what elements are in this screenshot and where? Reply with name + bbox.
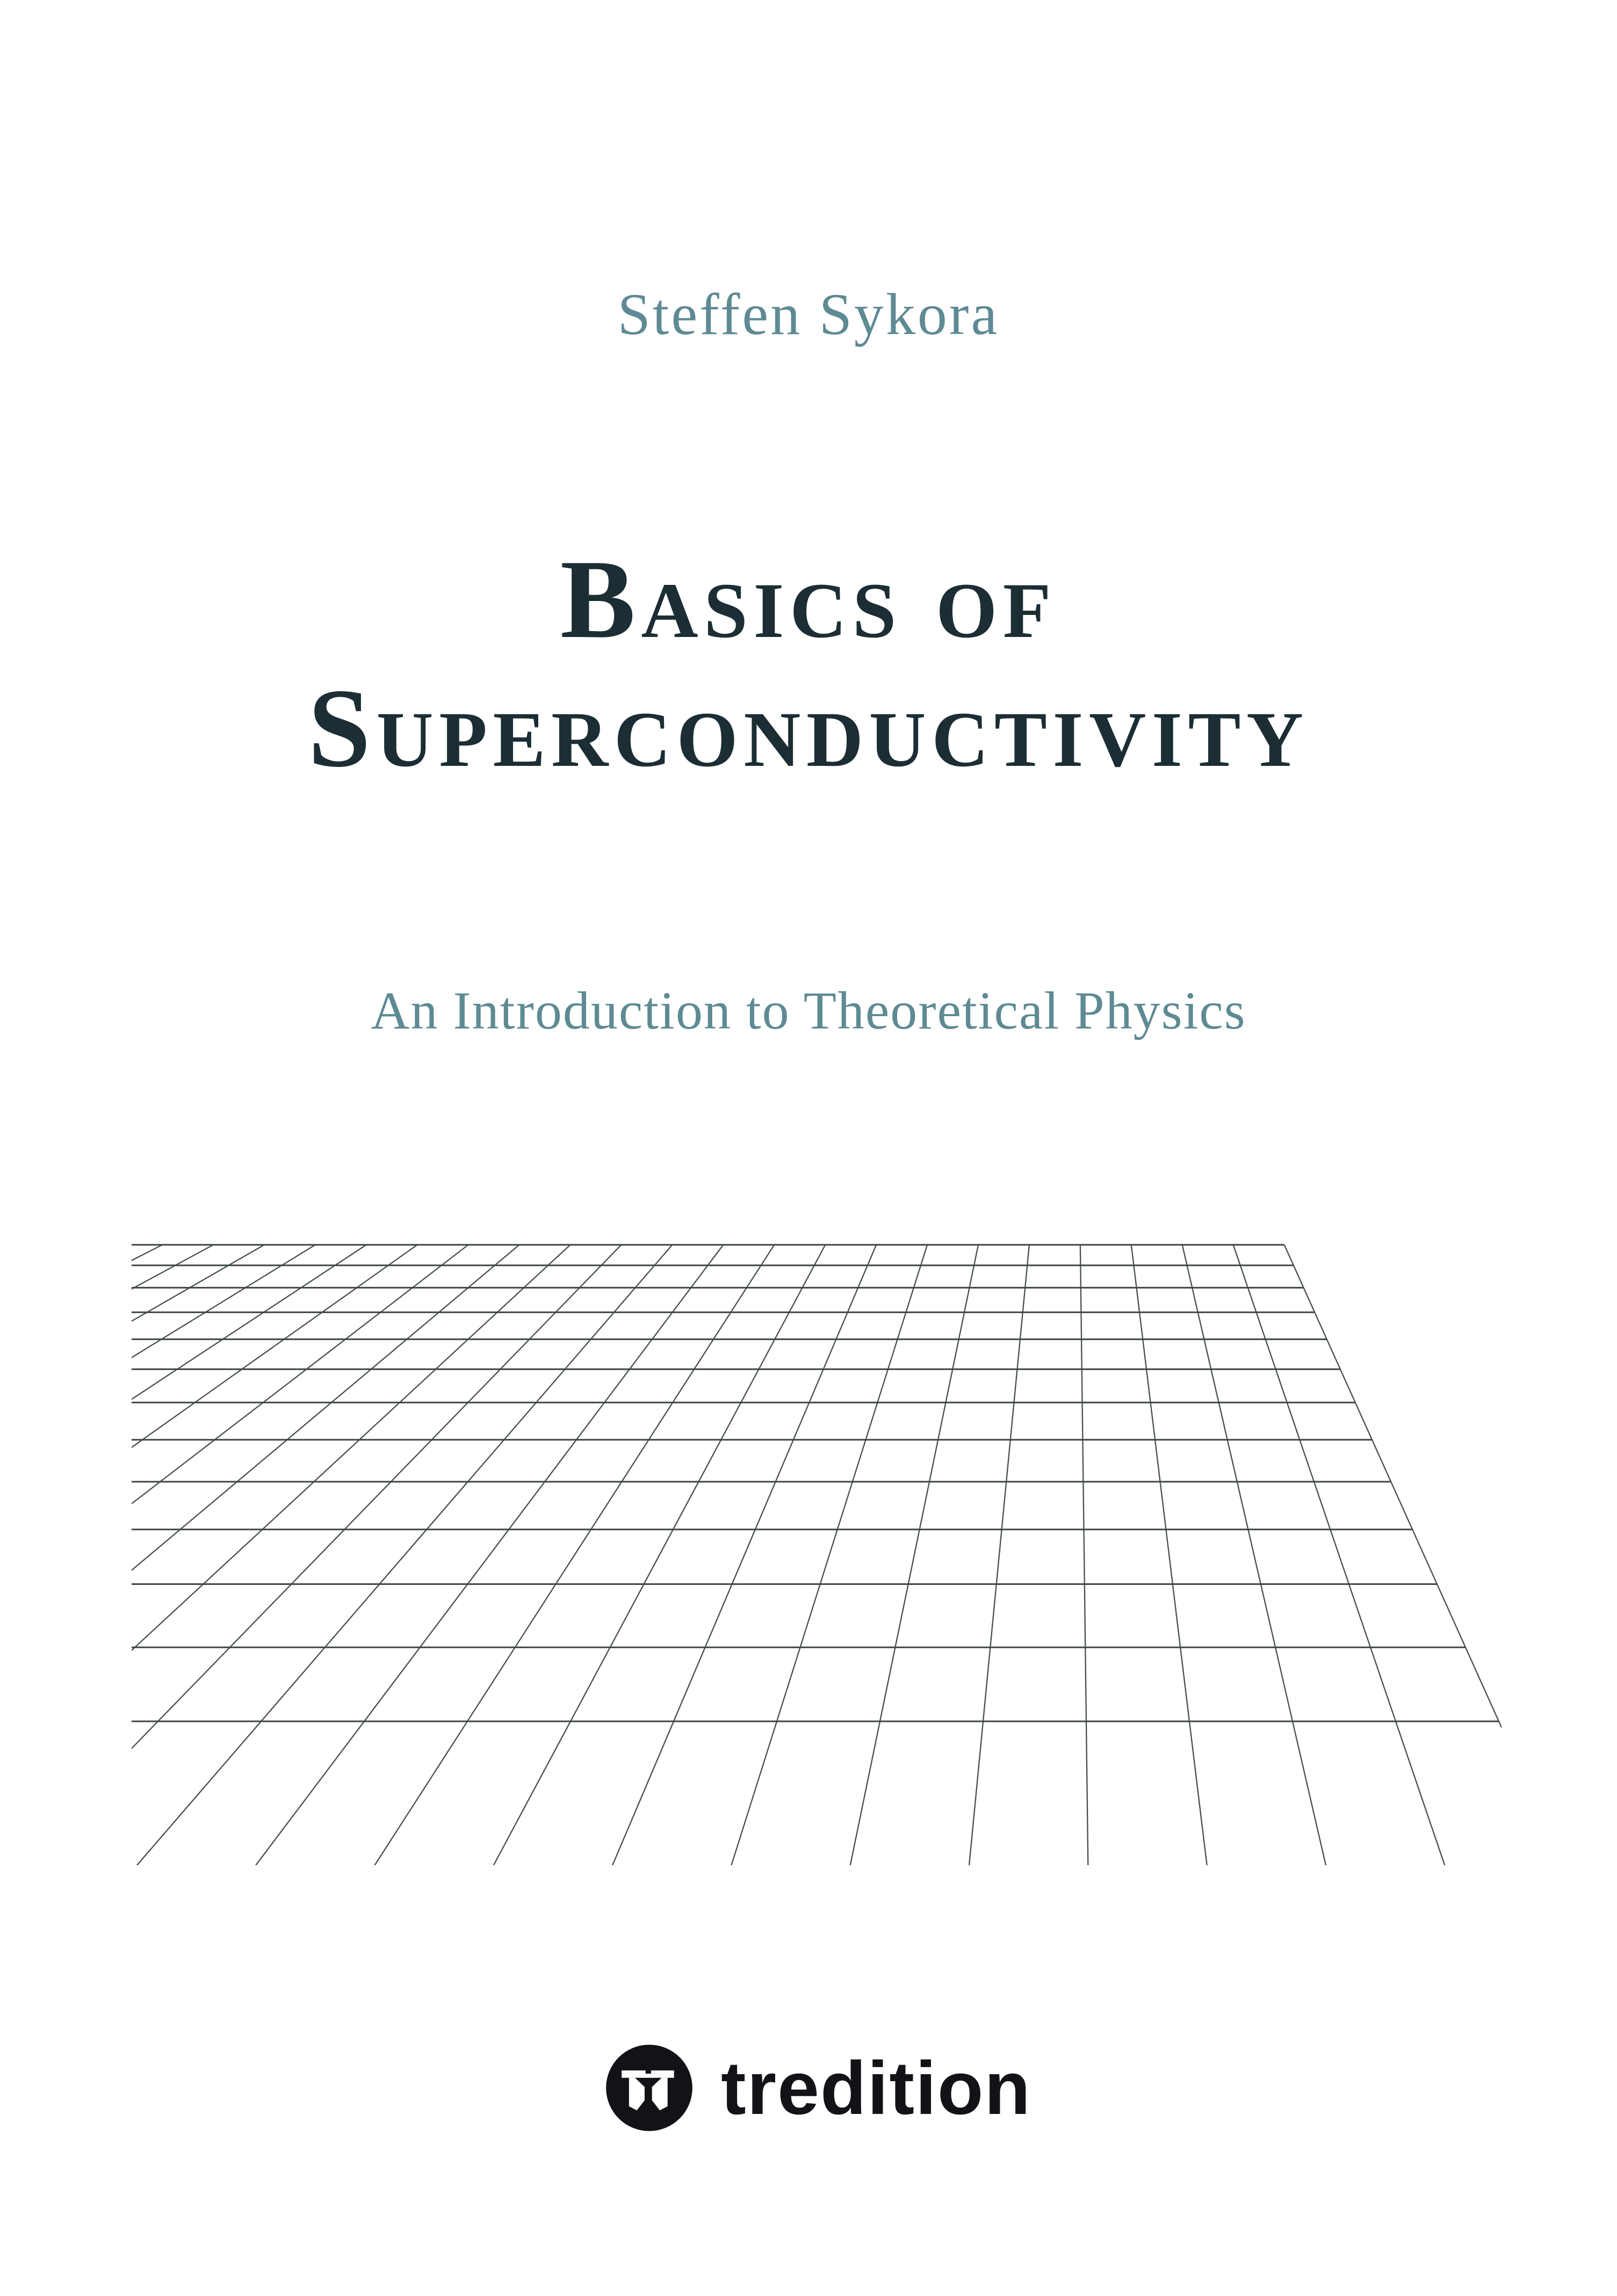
grid-column-line <box>0 1245 111 1865</box>
title-line-1: Basics of <box>560 537 1057 662</box>
grid-column-line <box>850 1245 978 1865</box>
grid-column-line <box>374 1245 774 1865</box>
grid-column-line <box>0 1245 315 1865</box>
publisher-logo <box>603 2042 1031 2134</box>
title-line-2: Superconductivity <box>308 666 1309 791</box>
grid-column-line <box>494 1245 825 1865</box>
book-subtitle: An Introduction to Theoretical Physics <box>371 981 1246 1040</box>
grid-column-line <box>18 1245 621 1865</box>
tredition-logo-icon <box>603 2042 695 2134</box>
grid-column-line <box>1233 1245 1445 1865</box>
grid-column-line <box>1182 1245 1326 1865</box>
grid-column-line <box>1284 1245 1564 1865</box>
grid-column-line <box>612 1245 876 1865</box>
grid-column-line <box>137 1245 672 1865</box>
grid-column-line <box>1080 1245 1088 1865</box>
grid-column-line <box>256 1245 723 1865</box>
grid-column-line <box>731 1245 927 1865</box>
logo-circle <box>606 2045 692 2131</box>
grid-column-line <box>0 1245 213 1865</box>
grid-column-line <box>0 1245 366 1865</box>
author-name: Steffen Sykora <box>617 281 1000 347</box>
publisher-name: tredition <box>721 2045 1031 2130</box>
grid-column-line <box>0 1245 417 1865</box>
grid-column-line <box>969 1245 1029 1865</box>
grid-column-line <box>0 1245 162 1865</box>
grid-column-line <box>1131 1245 1207 1865</box>
grid-column-line <box>0 1245 519 1865</box>
